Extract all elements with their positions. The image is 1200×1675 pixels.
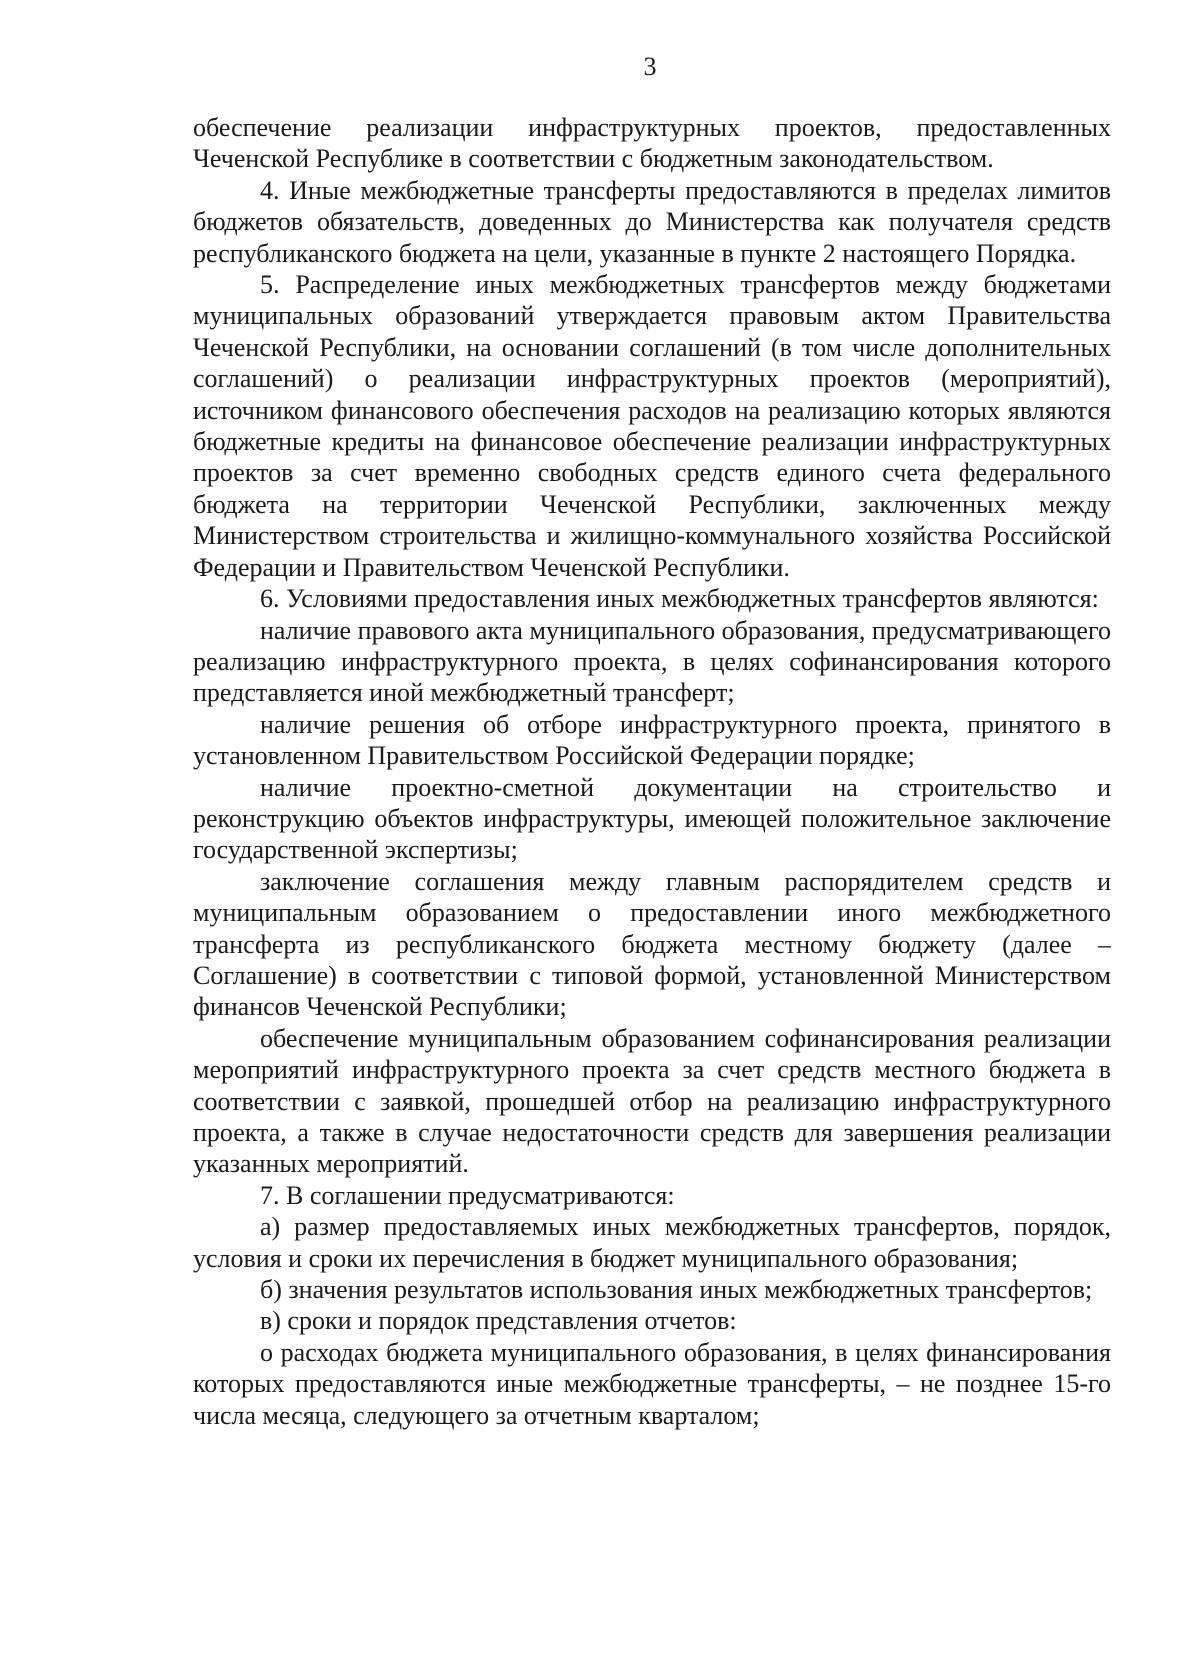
paragraph-condition-documentation: наличие проектно-сметной документации на строительство и реконструкцию объектов инфраструктуры, имеющей положительное заключение государственной экспертизы; (193, 772, 1111, 865)
paragraph-subitem-b: б) значения результатов использования иных межбюджетных трансфертов; (260, 1275, 1093, 1305)
paragraph-condition-legal-act: наличие правового акта муниципального образования, предусматривающего реализацию инфраструктурного проекта, в целях софинансирования которого представляется иной межбюджетный трансферт; (193, 615, 1111, 708)
paragraph-report-expenses: о расходах бюджета муниципального образования, в целях финансирования которых предоставляются иные межбюджетные трансферты, – не позднее 15-го числа месяца, следующего за отчетным кварталом; (193, 1337, 1111, 1430)
paragraph-item-7: 7. В соглашении предусматриваются: (260, 1180, 675, 1210)
paragraph-item-6: 6. Условиями предоставления иных межбюджетных трансфертов являются: (260, 584, 1099, 614)
paragraph-condition-cofinancing: обеспечение муниципальным образованием софинансирования реализации мероприятий инфраструктурного проекта за счет средств местного бюджета в соответствии с заявкой, прошедшей отбор на реализацию инфраструктурного проекта, а также в случае недостаточности средств для завершения реализации указанных мероприятий. (193, 1023, 1111, 1179)
paragraph-subitem-a: а) размер предоставляемых иных межбюджетных трансфертов, порядок, условия и сроки их перечисления в бюджет муниципального образования; (193, 1212, 1111, 1273)
document-body (193, 112, 1111, 1431)
paragraph-condition-agreement: заключение соглашения между главным распорядителем средств и муниципальным образованием о предоставлении иного межбюджетного трансферта из республиканского бюджета местному бюджету (далее – Соглашение) в соответствии с типовой формой, установленной Министерством финансов Чеченской Республики; (193, 866, 1111, 1022)
paragraph-item-5: 5. Распределение иных межбюджетных трансфертов между бюджетами муниципальных образований утверждается правовым актом Правительства Чеченской Республики, на основании соглашений (в том числе дополнительных соглашений) о реализации инфраструктурных проектов (мероприятий), источником финансового обеспечения расходов на реализацию которых являются бюджетные кредиты на финансовое обеспечение реализации инфраструктурных проектов за счет временно свободных средств единого счета федерального бюджета на территории Чеченской Республики, заключенных между Министерством строительства и жилищно-коммунального хозяйства Российской Федерации и Правительством Чеченской Республики. (193, 270, 1111, 582)
paragraph-item-4: 4. Иные межбюджетные трансферты предоставляются в пределах лимитов бюджетов обязательств, доведенных до Министерства как получателя средств республиканского бюджета на цели, указанные в пункте 2 настоящего Порядка. (193, 175, 1111, 268)
page-number: 3 (643, 52, 657, 81)
paragraph-subitem-v: в) сроки и порядок представления отчетов: (260, 1306, 737, 1336)
paragraph-condition-selection: наличие решения об отборе инфраструктурного проекта, принятого в установленном Правительством Российской Федерации порядке; (193, 709, 1111, 771)
paragraph-continuation: обеспечение реализации инфраструктурных проектов, предоставленных Чеченской Республике в соответствии с бюджетным законодательством. (193, 113, 1111, 174)
